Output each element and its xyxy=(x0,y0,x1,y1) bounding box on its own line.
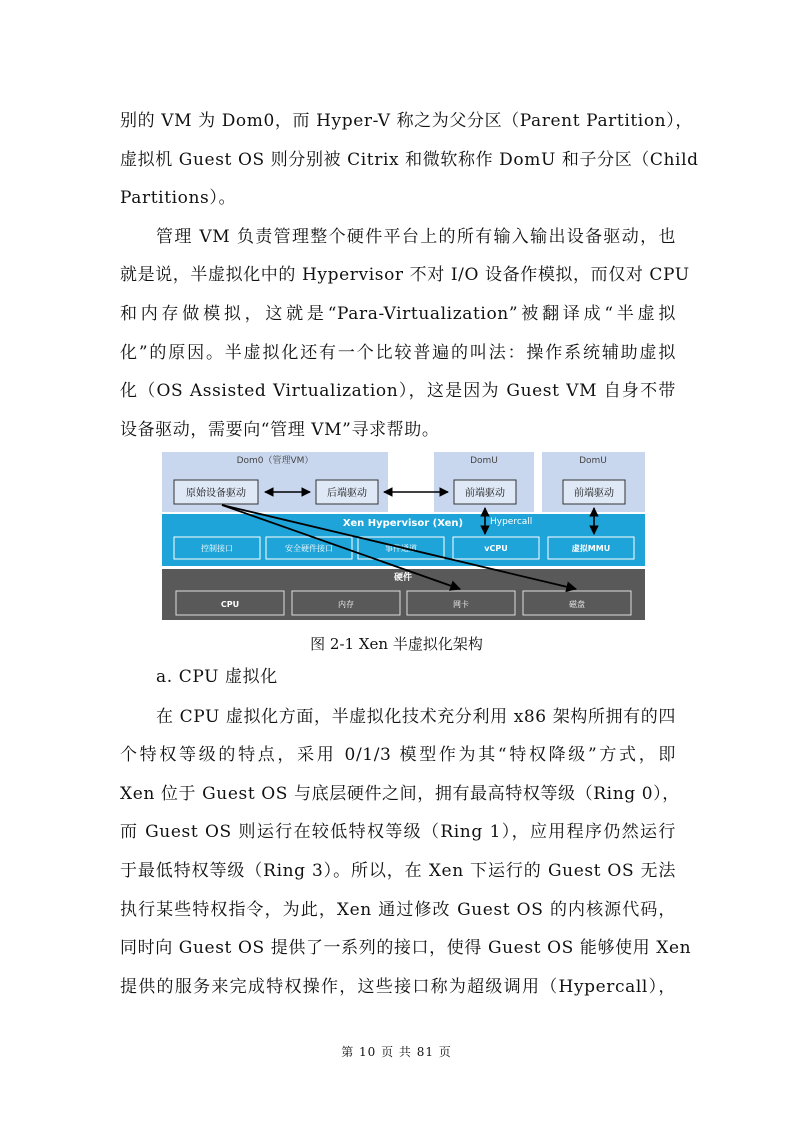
native-driver-label: 原始设备驱动 xyxy=(186,488,246,499)
frontend-driver-label-2: 前端驱动 xyxy=(574,488,614,499)
xen-item: 虚拟MMU xyxy=(571,544,611,553)
dom0-title: Dom0（管理VM） xyxy=(236,456,314,466)
hardware-item: CPU xyxy=(220,600,240,609)
backend-driver-label: 后端驱动 xyxy=(327,488,367,499)
hypercall-label: Hypercall xyxy=(490,517,533,527)
xen-architecture-figure xyxy=(162,452,645,620)
text-line: 执行某些特权指令，为此，Xen 通过修改 Guest OS 的内核源代码， xyxy=(120,900,676,920)
domu2-title: DomU xyxy=(579,456,607,466)
hardware-item: 网卡 xyxy=(453,600,469,609)
text-line: 化（OS Assisted Virtualization），这是因为 Guest VM 自身不带 xyxy=(120,381,676,401)
text-line: 别的 VM 为 Dom0，而 Hyper-V 称之为父分区（Parent Partition）， xyxy=(120,111,693,131)
text-line: 虚拟机 Guest OS 则分别被 Citrix 和微软称作 DomU 和子分区（Child xyxy=(120,150,699,170)
section-heading: a. CPU 虚拟化 xyxy=(156,667,278,687)
text-line: 提供的服务来完成特权操作，这些接口称为超级调用（Hypercall）， xyxy=(120,977,676,997)
frontend-driver-label-1: 前端驱动 xyxy=(465,488,505,499)
hardware-item: 磁盘 xyxy=(569,600,585,609)
text-line: 在 CPU 虚拟化方面，半虚拟化技术充分利用 x86 架构所拥有的四 xyxy=(156,707,676,727)
domu1-title: DomU xyxy=(470,456,498,466)
text-line: 个特权等级的特点，采用 0/1/3 模型作为其“特权降级”方式，即 xyxy=(120,745,676,765)
text-line: 而 Guest OS 则运行在较低特权等级（Ring 1），应用程序仍然运行 xyxy=(120,822,676,842)
text-line: Partitions）。 xyxy=(120,188,237,208)
text-line: 化”的原因。半虚拟化还有一个比较普遍的叫法：操作系统辅助虚拟 xyxy=(120,343,676,363)
text-line: 管理 VM 负责管理整个硬件平台上的所有输入输出设备驱动，也 xyxy=(156,227,676,247)
figure-caption: 图 2-1 Xen 半虚拟化架构 xyxy=(310,635,483,653)
xen-item: 控制接口 xyxy=(201,544,233,553)
text-line: Xen 位于 Guest OS 与底层硬件之间，拥有最高特权等级（Ring 0）， xyxy=(120,784,680,804)
text-line: 设备驱动，需要向“管理 VM”寻求帮助。 xyxy=(120,420,440,440)
text-line: 和内存做模拟，这就是“Para-Virtualization”被翻译成“半虚拟 xyxy=(120,304,676,324)
xen-item: 安全硬件接口 xyxy=(285,544,333,553)
text-line: 就是说，半虚拟化中的 Hypervisor 不对 I/O 设备作模拟，而仅对 CPU xyxy=(120,265,690,285)
hardware-title: 硬件 xyxy=(393,573,413,583)
hardware-item: 内存 xyxy=(338,600,354,609)
xen-item: 事件通道 xyxy=(385,544,417,553)
xen-title: Xen Hypervisor (Xen) xyxy=(342,518,464,529)
page-footer: 第 10 页 共 81 页 xyxy=(341,1045,452,1059)
text-line: 于最低特权等级（Ring 3）。所以，在 Xen 下运行的 Guest OS 无法 xyxy=(120,861,676,881)
text-line: 同时向 Guest OS 提供了一系列的接口，使得 Guest OS 能够使用 Xen xyxy=(120,938,692,958)
xen-item: vCPU xyxy=(484,544,508,553)
